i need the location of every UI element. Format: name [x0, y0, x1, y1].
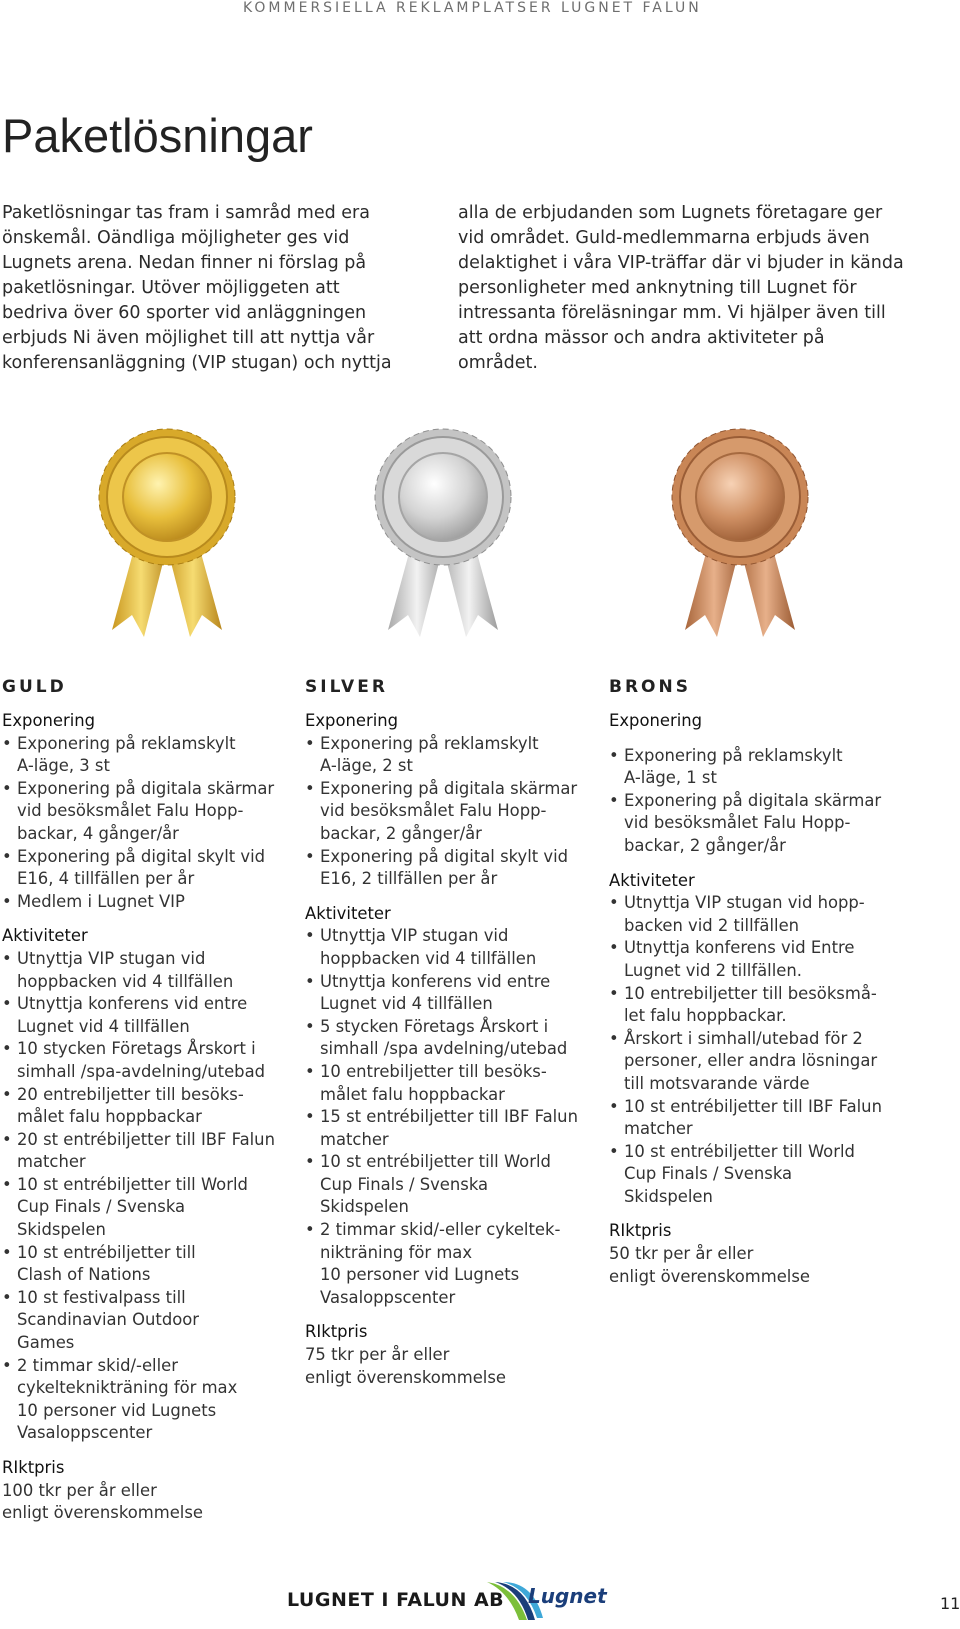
list-item: • Exponering på reklamskylt A-läge, 1 st	[609, 745, 904, 790]
intro-left: Paketlösningar tas fram i samråd med era önskemål. Oändliga möjligheter ges vid Lugnets arena. Nedan finner ni förslag på paketlösningar. Utöver möjliggeten att bedriva över 60 sporter vid anläggningen erbjuds Ni även möjlighet till att nyttja vår konferensanläggning (VIP stugan) och nyttja	[2, 203, 392, 373]
guld-act-list	[2, 948, 297, 1445]
list-item: • 10 stycken Företags Årskort i simhall /spa-avdelning/utebad	[2, 1038, 297, 1083]
company-name: LUGNET I FALUN AB	[287, 1589, 505, 1611]
list-item: • Exponering på digitala skärmar vid besöksmålet Falu Hopp- backar, 2 gånger/år	[305, 778, 600, 846]
brons-column	[609, 676, 904, 1288]
silver-column	[305, 676, 600, 1389]
spacer	[609, 733, 904, 745]
list-item: • Exponering på digitala skärmar vid besöksmålet Falu Hopp- backar, 2 gånger/år	[609, 790, 904, 858]
list-item: • Utnyttja konferens vid Entre Lugnet vid 2 tillfällen.	[609, 937, 904, 982]
silver-price-text: 75 tkr per år eller enligt överenskommelse	[305, 1345, 506, 1387]
gold-ribbon-icon	[72, 425, 262, 655]
list-item: • 5 stycken Företags Årskort i simhall /spa avdelning/utebad	[305, 1016, 600, 1061]
list-item: • 10 st entrébiljetter till World Cup Finals / Svenska Skidspelen	[305, 1151, 600, 1219]
silver-ribbon-icon	[348, 425, 538, 655]
list-item: • 2 timmar skid/-eller cykelteknikträning för max 10 personer vid Lugnets Vasaloppscenter	[2, 1355, 297, 1445]
list-item: • Exponering på digital skylt vid E16, 4 tillfällen per år	[2, 846, 297, 891]
list-item: • 20 st entrébiljetter till IBF Falun matcher	[2, 1129, 297, 1174]
list-item: • 10 st festivalpass till Scandinavian Outdoor Games	[2, 1287, 297, 1355]
guld-exp-list	[2, 733, 297, 914]
page-number: 11	[940, 1594, 960, 1613]
list-item: • Medlem i Lugnet VIP	[2, 891, 297, 914]
page-header: KOMMERSIELLA REKLAMPLATSER LUGNET FALUN	[243, 0, 702, 16]
list-item: • Utnyttja konferens vid entre Lugnet vid 4 tillfällen	[2, 993, 297, 1038]
brons-act-heading: Aktiviteter	[609, 870, 695, 890]
list-item: • 10 entrebiljetter till besöksmå- let falu hoppbackar.	[609, 983, 904, 1028]
list-item: • 15 st entrébiljetter till IBF Falun matcher	[305, 1106, 600, 1151]
logo-wordmark: Lugnet	[528, 1584, 607, 1608]
silver-act-heading: Aktiviteter	[305, 903, 391, 923]
list-item: • Utnyttja VIP stugan vid hoppbacken vid 4 tillfällen	[2, 948, 297, 993]
brons-exp-heading: Exponering	[609, 711, 703, 730]
silver-exp-list	[305, 733, 600, 891]
silver-price-heading: RIktpris	[305, 1322, 368, 1342]
guld-column	[2, 676, 297, 1525]
list-item: • 10 entrebiljetter till besöks- målet falu hoppbackar	[305, 1061, 600, 1106]
bronze-ribbon-icon	[645, 425, 835, 655]
silver-heading: SILVER	[305, 677, 388, 697]
list-item: • Exponering på digital skylt vid E16, 2 tillfällen per år	[305, 846, 600, 891]
list-item: • Exponering på reklamskylt A-läge, 2 st	[305, 733, 600, 778]
brons-exp-list	[609, 745, 904, 858]
list-item: • 2 timmar skid/-eller cykeltek- nikträning för max 10 personer vid Lugnets Vasaloppscenter	[305, 1219, 600, 1309]
list-item: • Utnyttja konferens vid entre Lugnet vid 4 tillfällen	[305, 971, 600, 1016]
list-item: • 10 st entrébiljetter till World Cup Finals / Svenska Skidspelen	[609, 1141, 904, 1209]
brons-heading: BRONS	[609, 677, 691, 697]
silver-exp-heading: Exponering	[305, 711, 399, 730]
guld-price-heading: RIktpris	[2, 1458, 65, 1477]
list-item: • 20 entrebiljetter till besöks- målet falu hoppbackar	[2, 1084, 297, 1129]
list-item: • Årskort i simhall/utebad för 2 personer, eller andra lösningar till motsvarande värde	[609, 1028, 904, 1096]
brons-price-text: 50 tkr per år eller enligt överenskommelse	[609, 1244, 810, 1286]
brons-price-heading: RIktpris	[609, 1221, 672, 1241]
guld-exp-heading: Exponering	[2, 711, 96, 730]
list-item: • 10 st entrébiljetter till World Cup Finals / Svenska Skidspelen	[2, 1174, 297, 1242]
intro-right: alla de erbjudanden som Lugnets företagare ger vid området. Guld-medlemmarna erbjuds även delaktighet i våra VIP-träffar där vi bjuder in kända personligheter med anknytning till Lugnet för intressanta föreläsningar mm. Vi hjälper även till att ordna mässor och andra aktiviteter på området.	[458, 203, 904, 373]
guld-price-text: 100 tkr per år eller enligt överenskommelse	[2, 1480, 203, 1523]
list-item: • Exponering på reklamskylt A-läge, 3 st	[2, 733, 297, 778]
silver-act-list	[305, 925, 600, 1309]
list-item: • Exponering på digitala skärmar vid besöksmålet Falu Hopp- backar, 4 gånger/år	[2, 778, 297, 846]
list-item: • 10 st entrébiljetter till Clash of Nations	[2, 1242, 297, 1287]
list-item: • Utnyttja VIP stugan vid hopp- backen vid 2 tillfällen	[609, 892, 904, 937]
brons-act-list	[609, 892, 904, 1208]
list-item: • Utnyttja VIP stugan vid hoppbacken vid 4 tillfällen	[305, 925, 600, 970]
guld-act-heading: Aktiviteter	[2, 926, 88, 946]
guld-heading: GULD	[2, 677, 67, 697]
page-title: Paketlösningar	[2, 109, 313, 162]
list-item: • 10 st entrébiljetter till IBF Falun matcher	[609, 1096, 904, 1141]
